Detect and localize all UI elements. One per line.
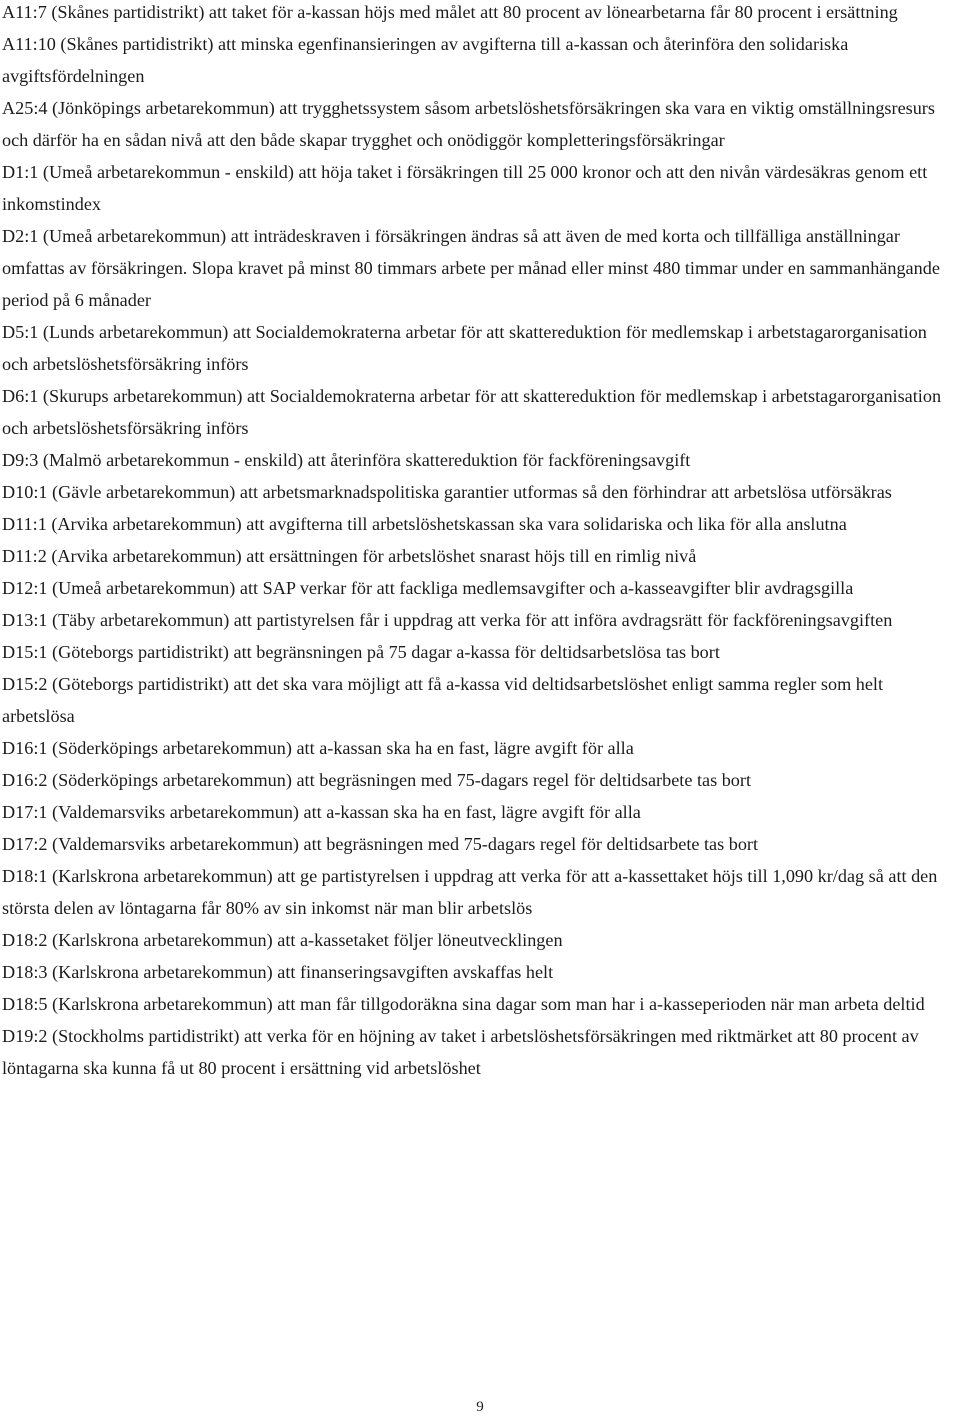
motion-item: A11:7 (Skånes partidistrikt) att taket för a-kassan höjs med målet att 80 procent av lönearbetarna får 80 procent i ersättning [2, 2, 898, 22]
motion-item: D11:2 (Arvika arbetarekommun) att ersättningen för arbetslöshet snarast höjs till en rimlig nivå [2, 546, 697, 566]
motion-item: D19:2 (Stockholms partidistrikt) att verka för en höjning av taket i arbetslöshetsförsäkringen med riktmärket att 80 procent av löntagarna ska kunna få ut 80 procent i ersättning vid arbetslöshet [2, 1026, 919, 1078]
motion-item: D13:1 (Täby arbetarekommun) att partistyrelsen får i uppdrag att verka för att införa avdragsrätt för fackföreningsavgiften [2, 610, 893, 630]
motion-item: D12:1 (Umeå arbetarekommun) att SAP verkar för att fackliga medlemsavgifter och a-kasseavgifter blir avdragsgilla [2, 578, 854, 598]
motion-item: A25:4 (Jönköpings arbetarekommun) att trygghetssystem såsom arbetslöshetsförsäkringen ska vara en viktig omställningsresurs och därför ha en sådan nivå att den både skapar trygghet och onödiggör kompletteringsförsäkringar [2, 98, 935, 150]
motion-item: D10:1 (Gävle arbetarekommun) att arbetsmarknadspolitiska garantier utformas så den förhindrar att arbetslösa utförsäkras [2, 482, 892, 502]
motion-item: D18:1 (Karlskrona arbetarekommun) att ge partistyrelsen i uppdrag att verka för att a-kassettaket höjs till 1,090 kr/dag så att den största delen av löntagarna får 80% av sin inkomst när man blir arbetslös [2, 866, 938, 918]
motion-item: D18:3 (Karlskrona arbetarekommun) att finanseringsavgiften avskaffas helt [2, 962, 554, 982]
motion-item: D17:2 (Valdemarsviks arbetarekommun) att begräsningen med 75-dagars regel för deltidsarbete tas bort [2, 834, 759, 854]
motion-item: D5:1 (Lunds arbetarekommun) att Socialdemokraterna arbetar för att skattereduktion för medlemskap i arbetstagarorganisation och arbetslöshetsförsäkring införs [2, 322, 927, 374]
motion-list [2, 0, 954, 1084]
motion-item: D16:2 (Söderköpings arbetarekommun) att begräsningen med 75-dagars regel för deltidsarbete tas bort [2, 770, 751, 790]
motion-item: D17:1 (Valdemarsviks arbetarekommun) att a-kassan ska ha en fast, lägre avgift för alla [2, 802, 641, 822]
motion-item: D2:1 (Umeå arbetarekommun) att inträdeskraven i försäkringen ändras så att även de med korta och tillfälliga anställningar omfattas av försäkringen. Slopa kravet på minst 80 timmars arbete per månad eller minst 480 timmar under en sammanhängande period på 6 månader [2, 226, 940, 310]
motion-item: D18:5 (Karlskrona arbetarekommun) att man får tillgodoräkna sina dagar som man har i a-kasseperioden när man arbeta deltid [2, 994, 925, 1014]
motion-item: D15:2 (Göteborgs partidistrikt) att det ska vara möjligt att få a-kassa vid deltidsarbetslöshet enligt samma regler som helt arbetslösa [2, 674, 884, 726]
motion-item: D16:1 (Söderköpings arbetarekommun) att a-kassan ska ha en fast, lägre avgift för alla [2, 738, 634, 758]
motion-item: D6:1 (Skurups arbetarekommun) att Socialdemokraterna arbetar för att skattereduktion för medlemskap i arbetstagarorganisation och arbetslöshetsförsäkring införs [2, 386, 942, 438]
motion-item: D18:2 (Karlskrona arbetarekommun) att a-kassetaket följer löneutvecklingen [2, 930, 563, 950]
motion-item: D11:1 (Arvika arbetarekommun) att avgifterna till arbetslöshetskassan ska vara solidariska och lika för alla anslutna [2, 514, 847, 534]
motion-item: D15:1 (Göteborgs partidistrikt) att begränsningen på 75 dagar a-kassa för deltidsarbetslösa tas bort [2, 642, 720, 662]
motion-item: D9:3 (Malmö arbetarekommun - enskild) att återinföra skattereduktion för fackföreningsavgift [2, 450, 691, 470]
motion-item: A11:10 (Skånes partidistrikt) att minska egenfinansieringen av avgifterna till a-kassan och återinföra den solidariska avgiftsfördelningen [2, 34, 849, 86]
page-number: 9 [476, 1399, 484, 1415]
motion-item: D1:1 (Umeå arbetarekommun - enskild) att höja taket i försäkringen till 25 000 kronor och att den nivån värdesäkras genom ett inkomstindex [2, 162, 928, 214]
